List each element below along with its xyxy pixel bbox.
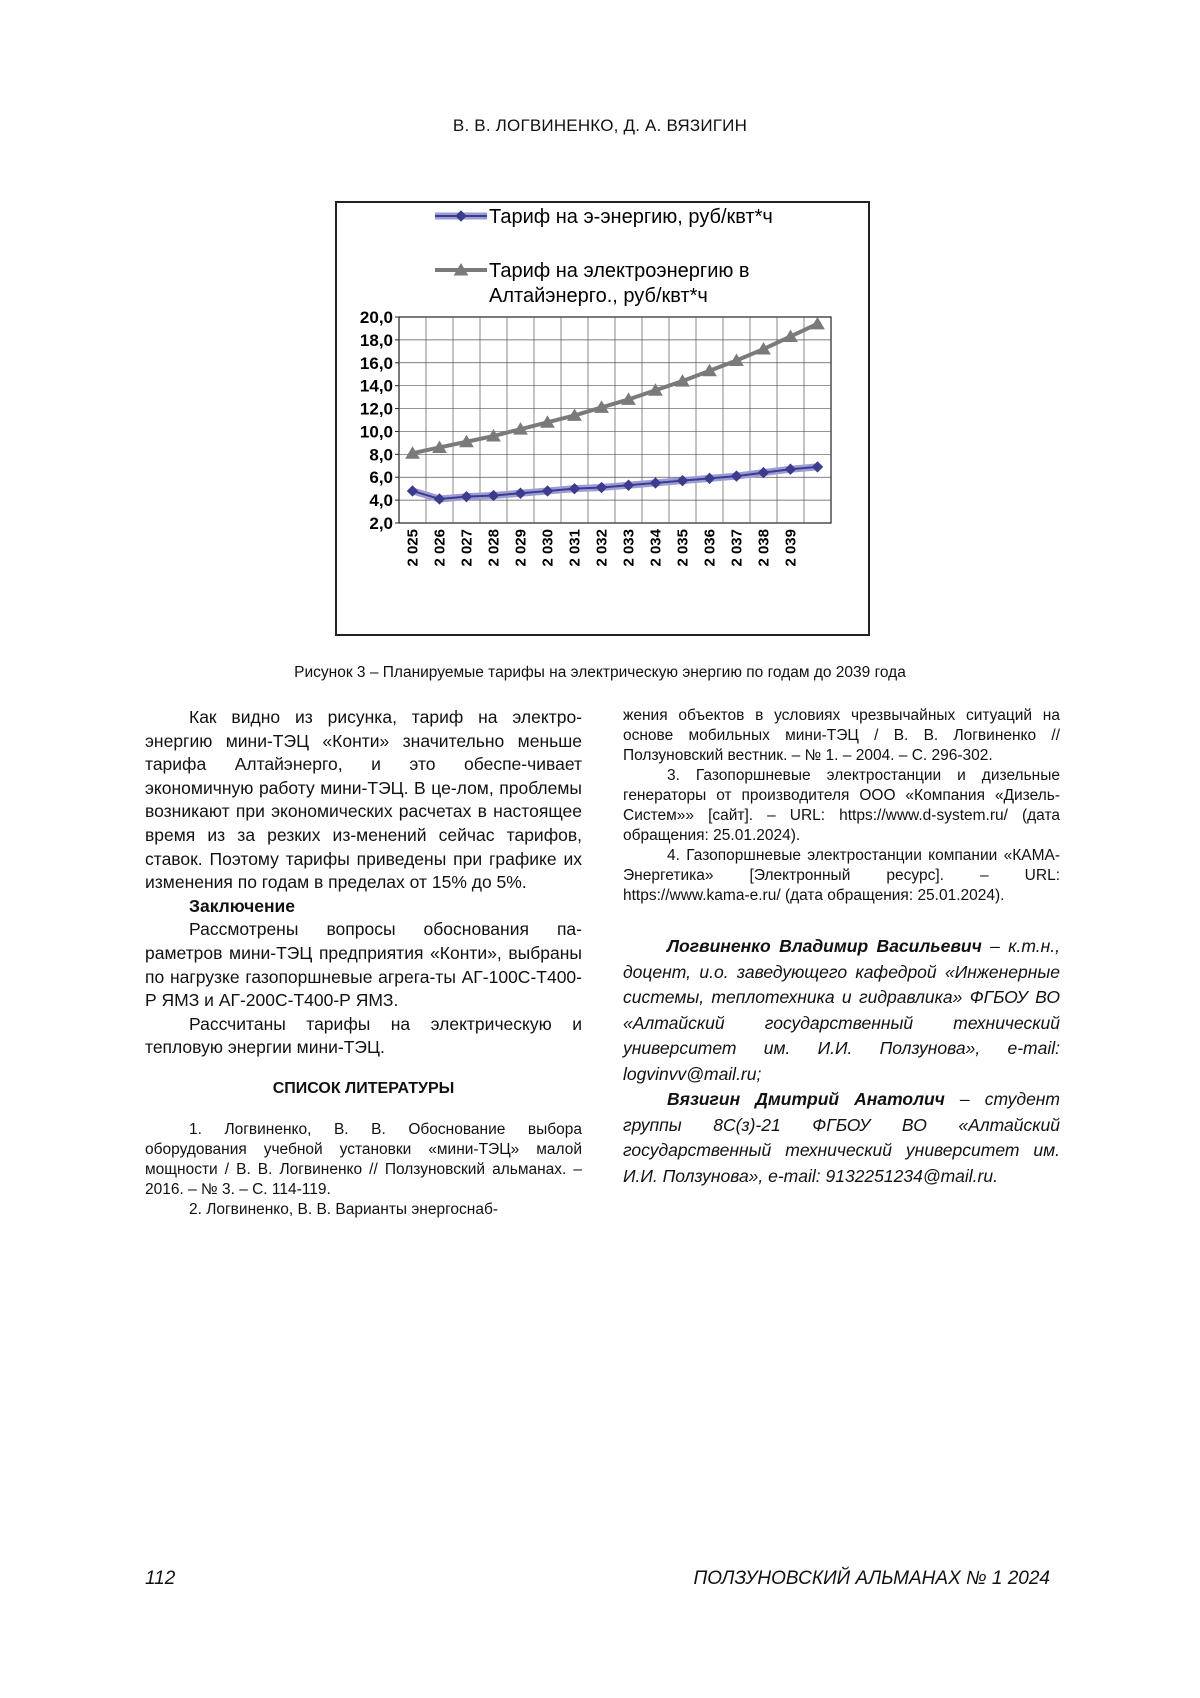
- legend-2-label-line2: Алтайэнерго., руб/квт*ч: [489, 285, 708, 307]
- y-tick-label: 14,0: [359, 376, 393, 396]
- journal-footer: ПОЛЗУНОВСКИЙ АЛЬМАНАХ № 1 2024: [693, 1568, 1050, 1589]
- author-1: [623, 934, 1060, 1087]
- paragraph-conclusion: Рассмотрены вопросы обоснования па-раметров мини-ТЭЦ предприятия «Конти», выбраны по нагрузке газопоршневые агрега-ты АГ-100С-Т400-Р ЯМЗ и АГ-200С-Т400-Р ЯМЗ.: [145, 919, 582, 1011]
- x-tick-label: 2 039: [782, 529, 800, 567]
- author-2-name: Вязигин Дмитрий Анатолич: [667, 1089, 945, 1109]
- y-axis: [360, 308, 399, 533]
- y-tick-label: 6,0: [369, 468, 393, 488]
- x-axis: [405, 528, 800, 566]
- x-tick-label: 2 029: [512, 529, 530, 567]
- y-tick-label: 16,0: [359, 353, 393, 373]
- y-tick-label: 4,0: [369, 491, 393, 511]
- x-tick-label: 2 025: [404, 529, 422, 567]
- author-1-name: Логвиненко Владимир Васильевич: [667, 936, 982, 956]
- y-tick-label: 2,0: [369, 514, 393, 533]
- x-tick-label: 2 035: [674, 529, 692, 567]
- paragraph-tariffs: Рассчитаны тарифы на электрическую и тепловую энергии мини-ТЭЦ.: [145, 1013, 582, 1058]
- author-2-info: – студент группы 8С(з)-21 ФГБОУ ВО «Алтайский государственный технический университет им. И.И. Ползунова», e-mail: 9132251234@mail.ru.: [623, 1089, 1061, 1186]
- x-tick-label: 2 033: [620, 529, 638, 567]
- x-tick-label: 2 027: [458, 529, 476, 567]
- figure-caption: Рисунок 3 – Планируемые тарифы на электрическую энергию по годам до 2039 года: [294, 664, 906, 681]
- right-column: [623, 706, 1060, 1189]
- author-info: [623, 934, 1060, 1189]
- references-title: СПИСОК ЛИТЕРАТУРЫ: [272, 1079, 455, 1097]
- reference-2-start: 2. Логвиненко, В. В. Варианты энергоснаб-: [189, 1200, 498, 1218]
- chart-legend: [435, 206, 773, 307]
- x-tick-label: 2 030: [539, 529, 557, 567]
- reference-4: 4. Газопоршневые электростанции компании «КАМА-Энергетика» [Электронный ресурс]. – URL: https://www.kama-e.ru/ (дата обращения: 25.01.2024).: [623, 847, 1060, 904]
- x-tick-label: 2 038: [755, 529, 773, 567]
- x-tick-label: 2 036: [701, 529, 719, 567]
- reference-3: 3. Газопоршневые электростанции и дизельные генераторы от производителя ООО «Компания «Дизель-Систем»» [сайт]. – URL: https://www.d-system.ru/ (дата обращения: 25.01.2024).: [623, 767, 1060, 844]
- legend-2-label: Тариф на электроэнергию в: [489, 260, 750, 282]
- x-tick-label: 2 034: [647, 529, 665, 567]
- page-number: 112: [145, 1568, 176, 1589]
- y-tick-label: 8,0: [369, 445, 393, 465]
- running-head: В. В. ЛОГВИНЕНКО, Д. А. ВЯЗИГИН: [452, 116, 748, 135]
- reference-2-continued: жения объектов в условиях чрезвычайных ситуаций на основе мобильных мини-ТЭЦ / В. В. Логвиненко // Ползуновский вестник. – № 1. – 2004. – С. 296-302.: [623, 707, 1060, 764]
- author-2: [623, 1087, 1060, 1189]
- series-2-point: [811, 318, 824, 329]
- figure-chart: [335, 201, 870, 636]
- legend-1-label: Тариф на э-энергию, руб/квт*ч: [489, 206, 773, 228]
- y-tick-label: 18,0: [359, 330, 393, 350]
- conclusion-heading: Заключение: [189, 895, 296, 916]
- y-tick-label: 20,0: [359, 308, 393, 327]
- reference-1: 1. Логвиненко, В. В. Обоснование выбора оборудования учебной установки «мини-ТЭЦ» малой мощности / В. В. Логвиненко // Ползуновский альманах. – 2016. – № 3. – С. 114-119.: [145, 1120, 582, 1198]
- x-tick-label: 2 026: [431, 529, 449, 567]
- tariff-line-chart: [337, 203, 868, 634]
- author-1-info: – к.т.н., доцент, и.о. заведующего кафедрой «Инженерные системы, теплотехника и гидравлика» ФГБОУ ВО «Алтайский государственный технический университет им. И.И. Ползунова», e-mail: logvinvv@mail.ru;: [623, 936, 1060, 1084]
- y-tick-label: 10,0: [359, 422, 393, 442]
- x-tick-label: 2 032: [593, 529, 611, 567]
- left-column: [145, 706, 582, 1220]
- x-tick-label: 2 031: [566, 529, 584, 567]
- x-tick-label: 2 028: [485, 529, 503, 567]
- x-tick-label: 2 037: [728, 529, 746, 567]
- y-tick-label: 12,0: [359, 399, 393, 419]
- paragraph-discussion: Как видно из рисунка, тариф на электро-энергию мини-ТЭЦ «Конти» значительно меньше тарифа Алтайэнерго, и это обеспе-чивает экономичную работу мини-ТЭЦ. В це-лом, проблемы возникают при экономических расчетах в настоящее время из за резких из-менений сейчас тарифов, ставок. Поэтому тарифы приведены при графике их изменения по годам в пределах от 15% до 5%.: [145, 707, 582, 893]
